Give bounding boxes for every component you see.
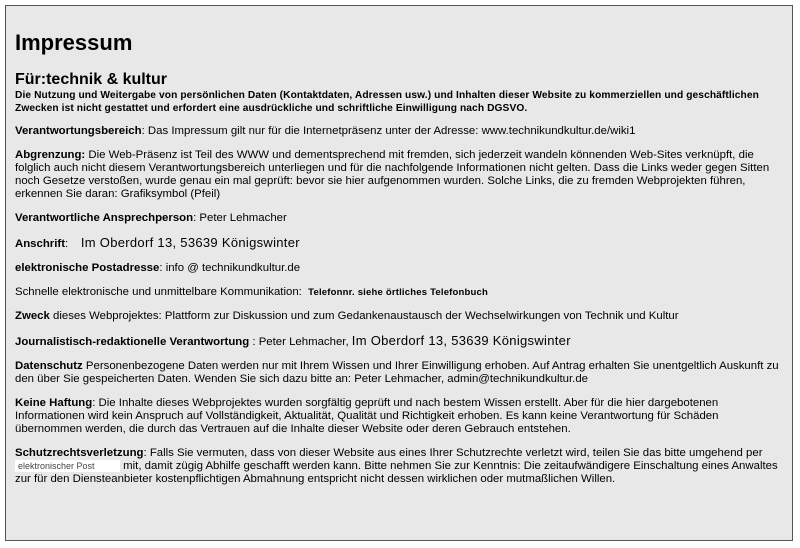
page-title: Impressum	[15, 30, 133, 55]
impressum-panel	[5, 5, 793, 541]
ansprechperson-text: : Peter Lehmacher	[193, 212, 287, 224]
kommunikation-text: Schnelle elektronische und unmittelbare Kommunikation:	[15, 286, 302, 298]
zweck-label: Zweck	[15, 310, 50, 322]
journalistisch-text: : Peter Lehmacher,	[249, 336, 349, 348]
section-verantwortungsbereich	[15, 125, 783, 138]
schutzrecht-text-before: : Falls Sie vermuten, dass von dieser Website aus eines Ihrer Schutzrechte verletzt wird, teilen Sie das bitte umgehend per	[143, 447, 763, 459]
journalistisch-label: Journalistisch-redaktionelle Verantwortung	[15, 336, 250, 348]
section-abgrenzung	[15, 149, 783, 201]
section-haftung	[15, 397, 783, 436]
abgrenzung-label: Abgrenzung:	[15, 149, 86, 161]
schutzrecht-label: Schutzrechtsverletzung	[15, 447, 144, 459]
postadresse-label: elektronische Postadresse	[15, 262, 160, 274]
datenschutz-text: Personenbezogene Daten werden nur mit Ihrem Wissen und Ihrer Einwilligung erhoben. Auf Antrag erhalten Sie unentgeltlich Auskunft zu den über Sie gespeicherten Daten. Wenden Sie sich dazu bitte an: Peter Lehmacher, admin@technikundkultur.de	[15, 360, 779, 385]
section-postadresse	[15, 262, 783, 275]
schutzrecht-text-after: mit, damit zügig Abhilfe geschafft werden kann. Bitte nehmen Sie zur Kenntnis: Die zeitaufwändigere Einschaltung eines Anwaltes zur für den Diensteanbieter kostenpflichtigen Abmahnung entspricht nicht dessen wirklichen oder mutmaßlichen Willen.	[15, 460, 778, 485]
datenschutz-label: Datenschutz	[15, 360, 83, 372]
zweck-text: dieses Webprojektes: Plattform zur Diskussion und zum Gedankenaustausch der Wechselwirkungen von Technik und Kultur	[49, 310, 679, 322]
section-anschrift	[15, 236, 783, 251]
anschrift-separator: :	[65, 238, 69, 250]
verantwortungsbereich-text: : Das Impressum gilt nur für die Internetpräsenz unter der Adresse: www.technikundkultur.de/wiki1	[141, 125, 636, 137]
ansprechperson-label: Verantwortliche Ansprechperson	[15, 212, 194, 224]
postadresse-text: : info @ technikundkultur.de	[159, 262, 301, 274]
journalistisch-value: Im Oberdorf 13, 53639 Königswinter	[351, 333, 571, 348]
section-ansprechperson	[15, 212, 783, 225]
section-schutzrecht	[15, 447, 783, 486]
intro-notice: Die Nutzung und Weitergabe von persönlichen Daten (Kontaktdaten, Adressen usw.) und Inhalten dieser Website zu kommerziellen und geschäftlichen Zwecken ist nicht gestattet und erfordert eine ausdrückliche und schriftliche Einwilligung nach DGSVO.	[15, 90, 759, 114]
section-journalistisch	[15, 334, 783, 349]
kommunikation-value: Telefonnr. siehe örtliches Telefonbuch	[308, 287, 489, 298]
section-datenschutz	[15, 360, 783, 386]
haftung-text: : Die Inhalte dieses Webprojektes wurden sorgfältig geprüft und nach bestem Wissen erstellt. Aber für die hier dargebotenen Informationen wird kein Anspruch auf Vollständigkeit, Aktualität, Qualität und Richtigkeit erhoben. Es kann keine Verantwortung für Schäden übernommen werden, die durch das Vertrauen auf die Inhalte dieser Website oder deren Gebrauch entstehen.	[15, 397, 719, 435]
verantwortungsbereich-label: Verantwortungsbereich	[15, 125, 142, 137]
section-kommunikation	[15, 286, 783, 299]
abgrenzung-text: Die Web-Präsenz ist Teil des WWW und dementsprechend mit fremden, sich jederzeit wandeln könnenden Web-Sites verknüpft, die folglich auch nicht diesem Verantwortungsbereich unterliegen und für die nachfolgende Informationen nicht gelten. Dass die Links weder gegen Sitten noch Gesetze verstoßen, wurde genau ein mal geprüft: bevor sie hier aufgenommen wurden. Solche Links, die zu fremden Webprojekten führen, erkennen Sie daran: Grafiksymbol (Pfeil)	[15, 149, 770, 200]
anschrift-value: Im Oberdorf 13, 53639 Königswinter	[80, 235, 300, 250]
page-subtitle: Für:technik & kultur	[15, 71, 168, 88]
anschrift-label: Anschrift	[15, 238, 65, 250]
email-contact-field[interactable]: elektronischer Post	[15, 460, 120, 472]
section-zweck	[15, 310, 783, 323]
haftung-label: Keine Haftung	[15, 397, 93, 409]
